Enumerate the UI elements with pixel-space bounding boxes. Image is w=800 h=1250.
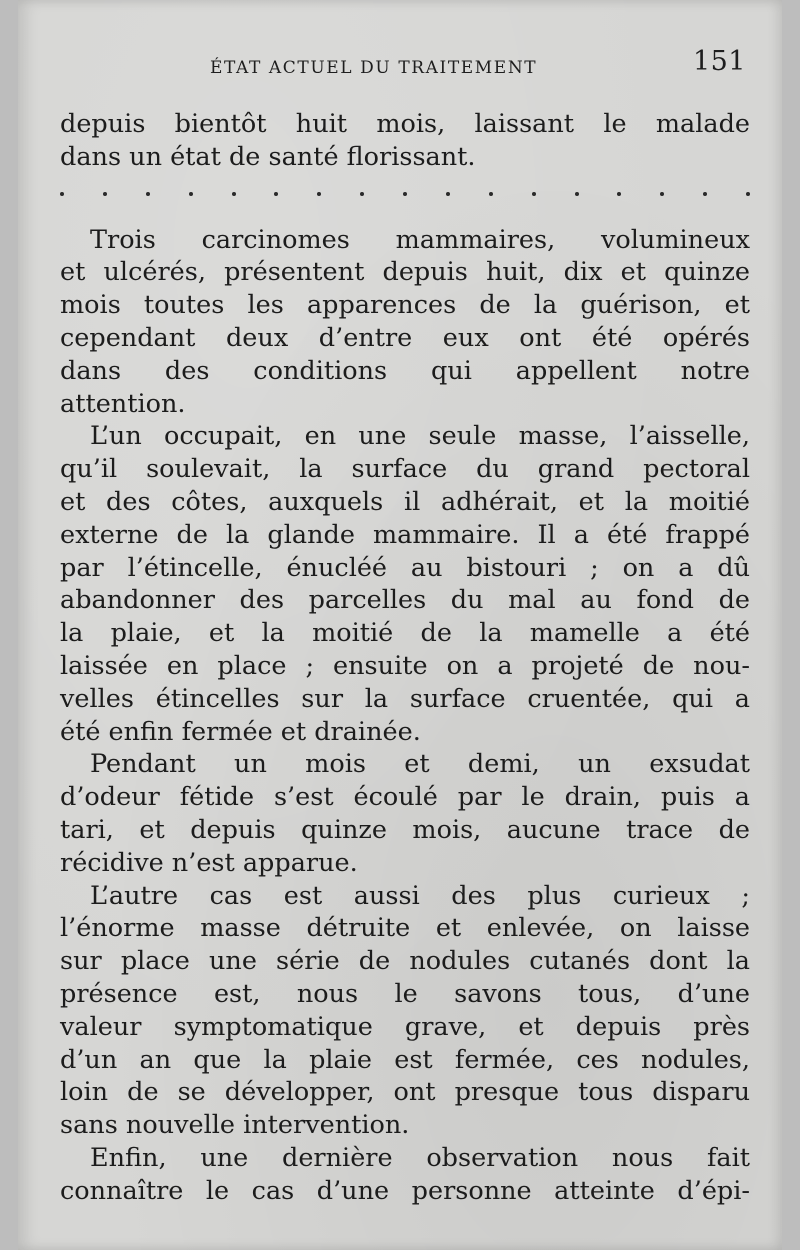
separator-dot — [703, 192, 707, 196]
text-line: loin de se développer, ont presque tous disparu — [60, 1077, 750, 1108]
text-line: dans un état de santé florissant. — [60, 141, 476, 172]
text-line: externe de la glande mammaire. Il a été frappé — [60, 519, 750, 550]
text-line: L’autre cas est aussi des plus curieux ; — [90, 880, 750, 911]
text-line: et des côtes, auxquels il adhérait, et la moitié — [60, 486, 750, 517]
paragraph — [60, 420, 750, 748]
separator-dot — [103, 192, 107, 196]
text-line: L’un occupait, en une seule masse, l’aisselle, — [90, 421, 750, 452]
separator-dot — [60, 192, 64, 196]
text-line: été enfin fermée et drainée. — [60, 716, 421, 747]
text-line: Trois carcinomes mammaires, volumineux — [90, 224, 750, 255]
body-text — [60, 108, 750, 1208]
paragraph — [60, 748, 750, 879]
page-number: 151 — [692, 46, 746, 77]
text-line: Enfin, une dernière observation nous fait — [90, 1142, 750, 1173]
text-line: et ulcérés, présentent depuis huit, dix et quinze — [60, 257, 750, 288]
text-line: mois toutes les apparences de la guérison, et — [60, 290, 750, 321]
separator-dot — [446, 192, 450, 196]
text-line: la plaie, et la moitié de la mamelle a été — [60, 618, 750, 649]
text-line: cependant deux d’entre eux ont été opérés — [60, 322, 750, 353]
text-line: l’énorme masse détruite et enlevée, on laisse — [60, 913, 750, 944]
text-line: récidive n’est apparue. — [60, 847, 358, 878]
running-title: ÉTAT ACTUEL DU TRAITEMENT — [210, 58, 538, 78]
book-page — [18, 0, 782, 1250]
separator-dot — [146, 192, 150, 196]
separator-dot — [617, 192, 621, 196]
text-line: dans des conditions qui appellent notre — [60, 355, 750, 386]
separator-dot — [189, 192, 193, 196]
separator-dot — [403, 192, 407, 196]
paragraph — [60, 108, 750, 174]
text-line: laissée en place ; ensuite on a projeté de nou- — [60, 650, 750, 681]
paragraph — [60, 1142, 750, 1208]
separator-dot — [489, 192, 493, 196]
separator-dot — [532, 192, 536, 196]
ellipsis-separator — [60, 178, 750, 212]
separator-dot — [232, 192, 236, 196]
page-header — [60, 46, 750, 86]
text-line: qu’il soulevait, la surface du grand pectoral — [60, 454, 750, 485]
text-line: sans nouvelle intervention. — [60, 1110, 410, 1141]
separator-dot — [317, 192, 321, 196]
text-line: valeur symptomatique grave, et depuis près — [60, 1011, 750, 1042]
separator-dot — [746, 192, 750, 196]
paragraph — [60, 880, 750, 1142]
text-line: présence est, nous le savons tous, d’une — [60, 978, 750, 1009]
text-line: depuis bientôt huit mois, laissant le malade — [60, 109, 750, 139]
separator-dot — [575, 192, 579, 196]
text-line: par l’étincelle, énucléé au bistouri ; on a dû — [60, 552, 750, 583]
text-line: Pendant un mois et demi, un exsudat — [90, 749, 750, 780]
text-line: connaître le cas d’une personne atteinte d’épi- — [60, 1175, 750, 1206]
text-line: abandonner des parcelles du mal au fond de — [60, 585, 750, 616]
text-line: d’un an que la plaie est fermée, ces nodules, — [60, 1044, 750, 1075]
separator-dot — [360, 192, 364, 196]
paragraph — [60, 224, 750, 421]
text-line: d’odeur fétide s’est écoulé par le drain, puis a — [60, 782, 750, 813]
text-line: tari, et depuis quinze mois, aucune trace de — [60, 814, 750, 845]
text-line: velles étincelles sur la surface cruentée, qui a — [60, 683, 750, 714]
separator-dot — [274, 192, 278, 196]
text-line: attention. — [60, 388, 186, 419]
text-line: sur place une série de nodules cutanés dont la — [60, 946, 750, 977]
separator-dot — [660, 192, 664, 196]
